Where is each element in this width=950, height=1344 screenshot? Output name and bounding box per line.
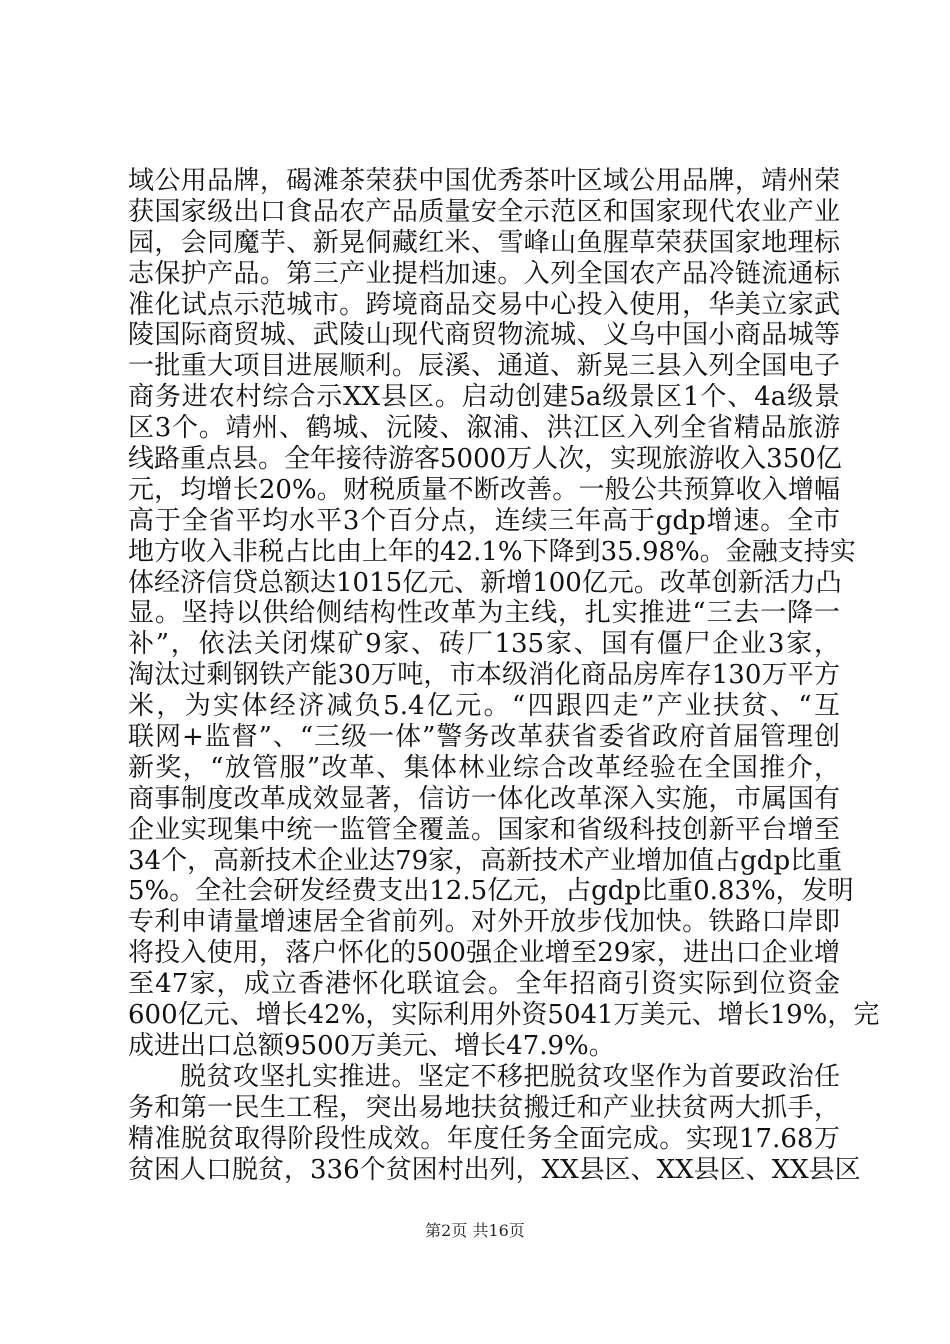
text-line: 准化试点示范城市。跨境商品交易中心投入使用，华美立家武 [128, 289, 840, 320]
text-line: 精准脱贫取得阶段性成效。年度任务全面完成。实现17.68万 [128, 1123, 840, 1154]
text-line: 专利申请量增速居全省前列。对外开放步伐加快。铁路口岸即 [128, 907, 840, 938]
text-line: 企业实现集中统一监管全覆盖。国家和省级科技创新平台增至 [128, 814, 840, 845]
text-line: 陵国际商贸城、武陵山现代商贸物流城、义乌中国小商品城等 [128, 320, 840, 351]
text-line: 区3个。靖州、鹤城、沅陵、溆浦、洪江区入列全省精品旅游 [128, 413, 840, 444]
text-line: 志保护产品。第三产业提档加速。入列全国农产品冷链流通标 [128, 258, 840, 289]
text-line: 商事制度改革成效显著，信访一体化改革深入实施，市属国有 [128, 783, 840, 814]
text-line: 联网+监督”、“三级一体”警务改革获省委省政府首届管理创 [128, 722, 840, 753]
text-line: 获国家级出口食品农产品质量安全示范区和国家现代农业产业 [128, 196, 840, 227]
text-line: 米，为实体经济减负5.4亿元。“四跟四走”产业扶贫、“互 [128, 691, 840, 722]
text-line: 34个，高新技术企业达79家，高新技术产业增加值占gdp比重 [128, 845, 843, 876]
text-line: 贫困人口脱贫，336个贫困村出列，XX县区、XX县区、XX县区 [128, 1154, 861, 1185]
text-line: 脱贫攻坚扎实推进。坚定不移把脱贫攻坚作为首要政治任 [180, 1061, 840, 1092]
text-line: 务和第一民生工程，突出易地扶贫搬迁和产业扶贫两大抓手， [128, 1092, 840, 1123]
text-line: 一批重大项目进展顺利。辰溪、通道、新晃三县入列全国电子 [128, 351, 840, 382]
body-text [128, 166, 880, 1185]
text-line: 5%。全社会研发经费支出12.5亿元，占gdp比重0.83%，发明 [128, 876, 854, 907]
page-footer: 第2页 共16页 [425, 1221, 525, 1240]
text-line: 新奖，“放管服”改革、集体林业综合改革经验在全国推介， [128, 752, 840, 783]
text-line: 域公用品牌，碣滩茶荣获中国优秀茶叶区域公用品牌，靖州荣 [128, 166, 840, 196]
text-line: 成进出口总额9500万美元、增长47.9%。 [128, 1030, 615, 1061]
text-line: 商务进农村综合示XX县区。启动创建5a级景区1个、4a级景 [128, 382, 840, 413]
text-line: 补”，依法关闭煤矿9家、砖厂135家、国有僵尸企业3家， [128, 629, 840, 660]
text-line: 至47家，成立香港怀化联谊会。全年招商引资实际到位资金 [128, 969, 840, 1000]
text-line: 淘汰过剩钢铁产能30万吨，市本级消化商品房库存130万平方 [128, 660, 840, 691]
text-line: 线路重点县。全年接待游客5000万人次，实现旅游收入350亿 [128, 444, 842, 475]
text-line: 体经济信贷总额达1015亿元、新增100亿元。改革创新活力凸 [128, 567, 842, 598]
text-line: 显。坚持以供给侧结构性改革为主线，扎实推进“三去一降一 [128, 598, 840, 629]
text-line: 地方收入非税占比由上年的42.1%下降到35.98%。金融支持实 [128, 536, 856, 567]
text-line: 园，会同魔芋、新晃侗藏红米、雪峰山鱼腥草荣获国家地理标 [128, 227, 840, 258]
text-line: 600亿元、增长42%，实际利用外资5041万美元、增长19%，完 [128, 1000, 880, 1031]
text-line: 高于全省平均水平3个百分点，连续三年高于gdp增速。全市 [128, 505, 840, 536]
text-line: 元，均增长20%。财税质量不断改善。一般公共预算收入增幅 [128, 474, 840, 505]
text-line: 将投入使用，落户怀化的500强企业增至29家，进出口企业增 [128, 938, 840, 969]
